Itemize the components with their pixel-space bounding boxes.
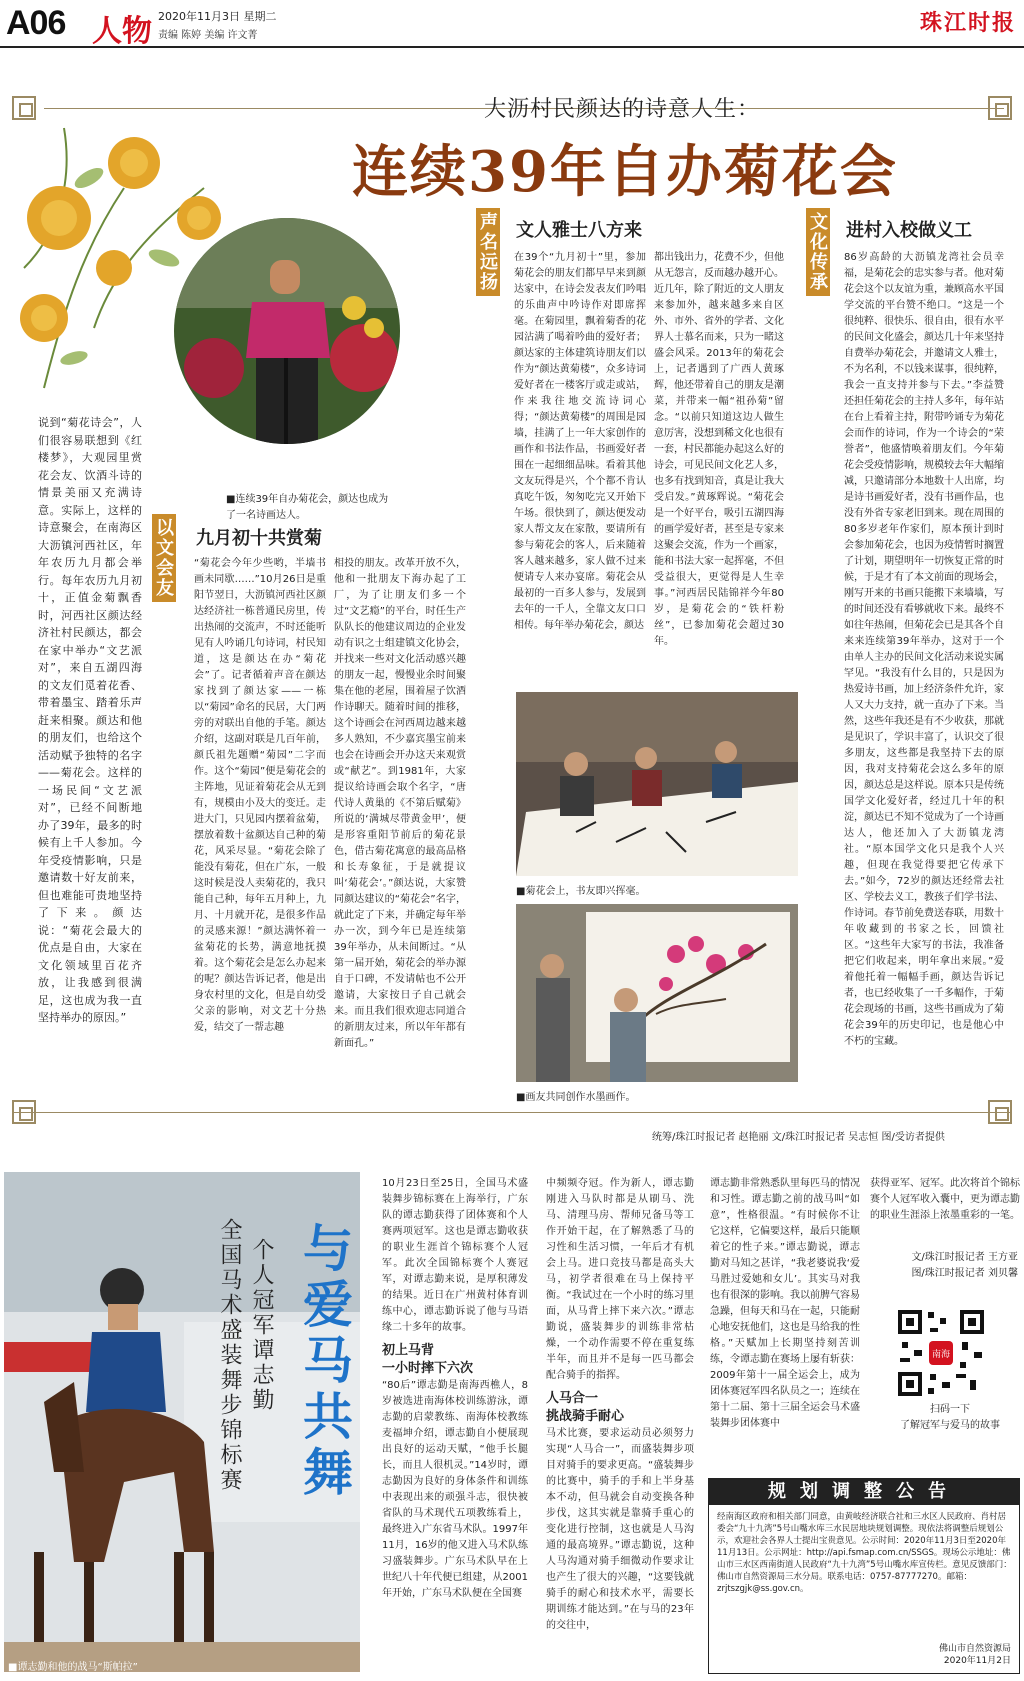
notice-issuer: 佛山市自然资源局	[938, 1644, 1011, 1654]
story-paragraph: 10月23日至25日，全国马术盛装舞步锦标赛在上海举行，广东队的谭志勤获得了团体赛和个人赛两项冠军。这也是谭志勤收获的职业生涯首个锦标赛个人冠军。此次全国锦标赛个人赛冠军，对谭志勤来说，是厚积薄发的结果。近日在广州黄村体育训练中心，谭志勤诉说了他与马语缘二十多年的故事。	[382, 1178, 528, 1333]
story-subtitle-1: 个人冠军谭志勤	[249, 1238, 274, 1413]
story-paragraph: 马术比赛，要求运动员必须努力实现“人马合一”，而盛装舞步项目对骑手的要求更高。“盛装舞步的比赛中，骑手的手和上半身基本不动，但马就会自动变换各种步伐，这其实就是靠骑手重心的变化进行控制，这也就是人马沟通的最高境界。”谭志勤说，这种人马沟通对骑手细微动作要求让也产生了很大的兴趣，“这要钱就骑手的耐心和技术水平，需要长期训练才能达到。”在与马的23年的交往中，	[546, 1428, 694, 1631]
equestrian-story	[0, 1168, 1024, 1681]
frame-line-bottom	[12, 1112, 1012, 1113]
notice-signature	[939, 1643, 1011, 1667]
chrysanthemum-feature	[4, 78, 1020, 1158]
section-2-column-1: 在39个“九月初十”里，参加菊花会的朋友们都早早来到颜达家中，在诗会发表友们吟唱的乐曲声中吟诗作对即席挥毫。在菊园里，飘着菊香的花园沾满了喝着吟曲的爱好者；颜达家的主体建筑诗朋友们以作为“颜达黄菊楼”，众多诗词爱好者在一楼客厅或走或站，作来我往地交流诗词心得；“颜达黄菊楼”的周围是园墙，挂满了上一年大家创作的画作和书法作品，书画爱好者围在一起细细品味。看着其他文友玩得是兴，个个都不肯认真吃午饭，匆匆吃完又开始下午场。很快到了，颜达便发动家人帮文友在家散，要请所有参与菊花会的客人，后来随着客人越来越多，家人做不过来便请专人来办宴席。菊花会从最初的一百多人参与，发展到去年的一千人，全靠文友口口相传。每年举办菊花会，颜达	[514, 252, 646, 631]
qr-caption-line-2: 了解冠军与爱马的故事	[900, 1420, 1000, 1431]
intro-paragraph: 说到“菊花诗会”，人们很容易联想到《红楼梦》，大观园里赏花会友、饮酒斗诗的情景美丽又充满诗意。实际上，这样的诗意聚会，在南海区大沥镇河西社区，年年农历九月都会举行。每年农历九月初十，正值金菊飘香时，河西社区颜达经济社村民颜达，都会在家中举办“文艺派对”，来自五湖四海的文友们觅着花香、带着墨宝、踏着乐声赶来相聚。颜达和他的朋友们，也给这个活动赋予独特的名字——菊花会。这样的一场民间“文艺派对”，已经不间断地办了39年，最多的时候有上千人参加。今年受疫情影响，只是邀请数十好友前来，但也难能可贵地坚持了下来。颜达说：“菊花会最大的优点是自由，大家在文化领域里百花齐放，让我感到很满足，这也成为我一直坚持举办的原因。”	[38, 416, 142, 1024]
story-headline: 与爱马共舞	[295, 1222, 354, 1502]
qr-center-label: 南海	[931, 1350, 951, 1360]
section-1-column-1: “菊花会今年少些哟，半墙书画未同歇……”10月26日是重阳节翌日，大沥镇河西社区颜达经济社一栋普通民房里，传出热闹的交流声，不时还能听见有人吟诵几句诗词，村民知道，这是颜达在办“菊花会”了。记者循着声音在颜达家找到了颜达家——一栋以“菊园”命名的民居，大门两旁的对联出自他的手笔。颜达介绍，这副对联是几百年前，颜氏祖先题赠“菊园”二字而作。这个“菊园”便是菊花会的主阵地，见证着菊花会从无到有，规模由小及大的变迁。走进大门，只见园内摆着盆菊，摆放着数十盆颜达自己种的菊花，风采尽显。“菊花会除了能没有菊花，但在广东，一般这时候是没人卖菊花的，我只能自己种，每年五月种上，九月、十月就开花，是很多作品的灵感来源！”颜达满怀着一盆菊花的长势，满意地抚摸着。这个菊花会是怎么办起来的呢？颜达告诉记者，他是出身农村里的文化，但是自幼受父亲的影响，对文艺十分热爱，结交了一帮志趣	[194, 558, 326, 1033]
qr-code-icon[interactable]	[896, 1308, 986, 1398]
newspaper-brand: 珠江时报	[919, 10, 1016, 36]
photo-caption-2: ■画友共同创作水墨画作。	[516, 1092, 636, 1103]
byline-photographer: 图/珠江时报记者 刘贝馨	[911, 1268, 1018, 1279]
story-paragraph: 中频频夺冠。作为新人，谭志勤刚进入马队时都是从刷马、洗马、清理马房、帮师兄备马等工作开始干起，在了解熟悉了马的习性和生活习惯，一年后才有机会上马。进口竞技马都是高头大马，初学者很难在马上保持平衡。“我试过在一个小时的练习里面，从马背上摔下来六次。”谭志勤说，盛装舞步的训练非常枯燥，一个动作需要不停在重复练半年，而且并不是每一匹马都会配合骑手的指挥。	[546, 1178, 694, 1381]
section-title-3: 进村入校做义工	[846, 220, 972, 241]
section-title-2: 文人雅士八方来	[516, 220, 642, 241]
story-subhead: 初上马背	[382, 1343, 435, 1358]
qr-caption	[880, 1402, 1020, 1434]
masthead	[0, 0, 1024, 48]
section-name: 人物	[92, 14, 152, 49]
story-column-1	[382, 1176, 528, 1676]
notice-title: 规划调整公告	[709, 1479, 1019, 1505]
section-title-1: 九月初十共赏菊	[196, 528, 322, 549]
story-subhead: 人马合一	[546, 1391, 599, 1406]
painting-photo	[516, 904, 798, 1082]
section-badge-3: 文化传承	[806, 208, 830, 296]
corner-ornament-icon	[988, 96, 1012, 120]
editors-line: 责编 陈婷 美编 许文菁	[158, 30, 258, 41]
page-number: A06	[6, 4, 66, 42]
headline-kicker: 大沥村民颜达的诗意人生：	[484, 97, 761, 122]
planning-notice	[708, 1478, 1020, 1674]
section-badge-2: 声名远扬	[476, 208, 500, 296]
story-column-3: 谭志勤非常熟悉队里每匹马的情况和习性。谭志勤之前的战马叫“如意”，性格很温。“有时候你不让它这样，它偏要这样，最后只能顺着它的性子来。”谭志勤说，谭志勤对马知之甚详，“我老婆说我‘爱马胜过爱她和女儿’。其实马对我也有很深的影响。我以前脾气容易急躁，但每天和马在一起，只能耐心地安抚他们，这也是马给我的性格。”天赋加上长期坚持刻苦训练，令谭志勤在赛场上屡有斩获：2009年第十一届全运会上，成为团体赛冠军四名队员之一；连续在第十二届、第十三届全运会马术盛装舞步团体赛中	[710, 1178, 860, 1429]
section-2-column-2: 都出钱出力，花费不少，但他从无怨言，反而越办越开心。近几年，除了附近的文人朋友来参加外，越来越多来自区外、市外、省外的学者、文化界人士慕名而来，只为一睹这盛会风采。2013年的菊花会上，记者遇到了广西人黄琢辉，他还带着自己的朋友是潮菜，并带来一幅“祖孙菊”留念。“以前只知道这边人做生意厉害，没想到稀文化也很有一套，村民都能办起这么好的诗会，可见民间文化艺人多，也多有找到知音，真是让我大受启发。”黄琢辉说。“菊花会是一个好平台，吸引五湖四海的画学爱好者，甚至是专家来这聚会交流，作为一个画家，能和书法大家一起挥毫，不但受益很大，更觉得是人生幸事。”河西居民陆锦祥今年80岁，是菊花会的“铁杆粉丝”，已参加菊花会超过30年。	[654, 252, 784, 647]
story-subtitle-2: 全国马术盛装舞步锦标赛	[217, 1218, 242, 1493]
story-column-2	[546, 1176, 694, 1676]
story-paragraph: “80后”谭志勤是南海西樵人，8岁被选进南海体校训练游泳，谭志勤的启蒙教练、南海体校教练麦福坤介绍，谭志勤自小便展现出良好的运动天赋，“他手长腿长，而且人很机灵。”14岁时，谭志勤因为良好的身体条件和训练中表现出来的顽强斗志，很快被省队的马术现代五项教练看上，最终进入广东省马术队。1997年11月，16岁的他又进入马术队练习盛装舞步。广东马术队早在上世纪八十年代便已组建，从2001年开始，广东马术队便在全国赛	[382, 1380, 528, 1599]
portrait-photo	[174, 218, 400, 444]
story-bylines	[886, 1250, 1018, 1282]
story-subhead: 一小时摔下六次	[382, 1361, 474, 1376]
feature-credit: 统筹/珠江时报记者 赵艳丽 文/珠江时报记者 吴志恒 图/受访者提供	[652, 1132, 945, 1143]
calligraphy-photo	[516, 692, 798, 876]
corner-ornament-icon	[988, 1100, 1012, 1124]
photo-caption-1: ■菊花会上，书友即兴挥毫。	[516, 886, 646, 897]
section-1-column-2: 相投的朋友。改革开放不久，他和一批朋友下海办起了工厂，为了让朋友们多一个过“文艺瘾”的平台，时任生产队队长的他建议周边的企业发动有识之士组建镇文化协会，并找来一些对文化活动感兴趣的朋友一起，慢慢业余时间聚集在他的老屋，围着屋子饮酒作诗聊天。随着时间的推移，这个诗画会在河西周边越来越多人熟知，不少嘉宾墨宝前来也会在诗画会开办这天来观赏或“献艺”。到1981年，大家提议给诗画会取个名字，“唐代诗人黄巢的《不第后赋菊》所说的‘满城尽带黄金甲’，便是形容重阳节前后的菊花景色，借古菊花寓意的最高品格和长寿象征，于是就提议叫‘菊花会’。”颜达说，大家赞同颜达建议的“菊花会”名字，就此定了下来，并确定每年举办一次，到今年已是连续第39年举办，从未间断过。“从第一届开始，菊花会的举办源自于口碑，不发请帖也不公开邀请，大家按日子自己就会来。而且我们很欢迎志同道合的新朋友过来，所以年年都有新面孔。”	[334, 558, 466, 1049]
notice-body: 经南海区政府和相关部门同意，由黄岐经济联合社和三水区人民政府、肖村居委会“九十九湾”5号山嘴水库三水民居地块规划调整。现依法将调整后规划公示，欢迎社会各界人士提出宝贵意见。公示时间：2020年11月3日至2020年11月13日。公示网址：http://api.fsmap.com.cn/SSGS。现场公示地址：佛山市三水区西南街道人民政府“九十九湾”5号山嘴水库宣传栏。意见反馈部门：佛山市自然资源局三水分局。联系电话：0757-87777270。邮箱：zrjtszgjk@ss.gov.cn。	[717, 1512, 1012, 1594]
corner-ornament-icon	[12, 1100, 36, 1124]
section-badge-1: 以文会友	[152, 514, 176, 602]
byline-writer: 文/珠江时报记者 王方亚	[911, 1252, 1018, 1263]
notice-date: 2020年11月2日	[943, 1656, 1011, 1666]
portrait-caption: ■连续39年自办菊花会，颜达也成为了一名诗画达人。	[226, 494, 389, 521]
issue-date: 2020年11月3日 星期二	[158, 10, 277, 23]
qr-caption-line-1: 扫码一下	[930, 1404, 970, 1415]
rider-photo-caption: ■谭志勤和他的战马“斯帕拉”	[8, 1662, 138, 1673]
section-3-column: 86岁高龄的大沥镇龙湾社会员幸福，是菊花会的忠实参与者。他对菊花会这个以友谊为重，兼顾高水平国学交流的平台赞不绝口。“这是一个很纯粹、很快乐、很自由，很有水平的民间文化盛会，颜达几十年来坚持自费举办菊花会，并邀请文人雅士，不为名利，不以钱来谋事，很纯粹，我会一直支持并参与下去。”李益赞还担任菊花会的主持人多年，每年站在台上看着主持，附带吟诵专为菊花会而作的诗词，作为一个诗会的“荣誉者”，他盛情唤着朋友们。今年菊花会受疫情影响，规模较去年大幅缩减，只邀请部分本地数十人出席，均是诗书画爱好者，没有书画作品，也没有外省专家老旧到来。现在周围的80多岁老年作家们，原本预计到时会参加菊花会，也因为疫情暂时搁置了计划，期望明年一切恢复正常的时候，于是才有了本文前面的现场会，刚写开来的书画只能搬下来墙墙，写的时间还没有看够就收下来。最终不如往年热闹，但菊花会已是其各个自来来连续第39年举办，这对于一个由单人主办的民间文化活动来说实属罕见。“我没有什么目的，只是因为热爱诗书画，加上经济条件允许，家人又大力支持，就一直办了下来。当然，这些年我还是有不少收获，那就是见识了，学识丰富了，认识交了很多朋友，这些都是我坚持下去的原因，我对支持菊花会这么多年的原因，颜达总是这样说。原本只是传统国学文化爱好者，经过几十年的积淀，颜达已不知不觉成为了一个诗画达人，他还加入了大沥镇龙湾社。“原本国学文化只是我个人兴趣，但现在我觉得要把它传承下去。”如今，72岁的颜达还经常去社区、学校去义工，教孩子们学书法、作诗词。春节前免费送春联，用数十年收藏到的书家之长，回馈社区。“这些年大家写的书法，我准备把它们收起来，明年拿出来展。”爱着他托着一幅幅手画，颜达告诉记者，也已经收集了一千多幅作，于菊花会现场的书画，这些书画成为了菊花会39年的历史印记，也是他心中不朽的宝藏。	[844, 252, 1004, 1047]
story-column-4: 获得亚军、冠军。此次将首个锦标赛个人冠军收入囊中，更为谭志勤的职业生涯添上浓墨重彩的一笔。	[870, 1178, 1020, 1221]
story-subhead: 挑战骑手耐心	[546, 1409, 625, 1424]
main-headline: 连续39年自办菊花会	[352, 139, 898, 205]
